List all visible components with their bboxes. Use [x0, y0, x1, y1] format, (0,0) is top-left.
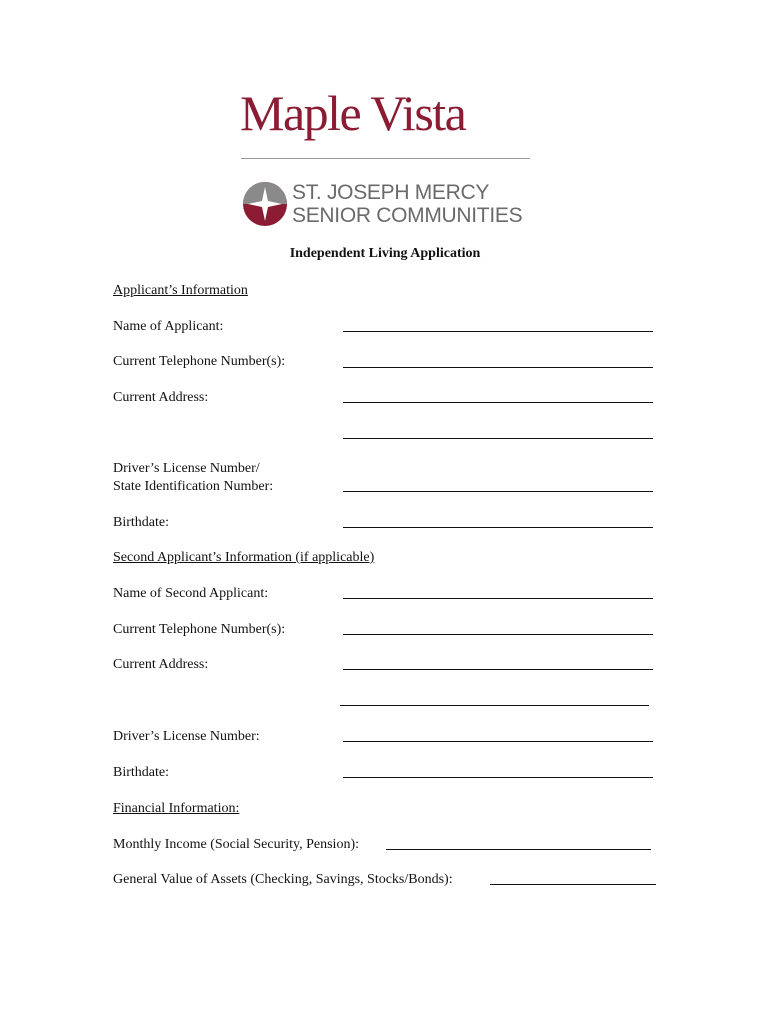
logo-maple-vista: Maple Vista: [240, 85, 466, 141]
label-second-license: Driver’s License Number:: [113, 729, 260, 744]
field-second-birthdate[interactable]: [343, 777, 653, 778]
section-heading-financial: Financial Information:: [113, 801, 240, 816]
label-applicant-address: Current Address:: [113, 390, 209, 405]
field-second-phone[interactable]: [343, 634, 653, 635]
label-applicant-license-1: Driver’s License Number/: [113, 461, 260, 476]
field-applicant-name[interactable]: [343, 331, 653, 332]
label-applicant-name: Name of Applicant:: [113, 319, 224, 334]
form-title: Independent Living Application: [289, 246, 481, 261]
field-second-license[interactable]: [343, 741, 653, 742]
label-applicant-phone: Current Telephone Number(s):: [113, 354, 286, 369]
field-monthly-income[interactable]: [386, 849, 651, 850]
section-heading-applicant: Applicant’s Information: [113, 283, 248, 298]
field-applicant-birthdate[interactable]: [343, 527, 653, 528]
label-second-phone: Current Telephone Number(s):: [113, 622, 286, 637]
label-applicant-license-2: State Identification Number:: [113, 479, 274, 494]
label-second-birthdate: Birthdate:: [113, 765, 169, 780]
field-applicant-license[interactable]: [343, 491, 653, 492]
field-applicant-phone[interactable]: [343, 367, 653, 368]
label-second-name: Name of Second Applicant:: [113, 586, 269, 601]
logo-line-2: SENIOR COMMUNITIES: [292, 204, 523, 227]
label-monthly-income: Monthly Income (Social Security, Pension):: [113, 837, 359, 852]
logo-line-1: ST. JOSEPH MERCY: [292, 181, 490, 204]
field-applicant-address-2[interactable]: [343, 438, 653, 439]
label-applicant-birthdate: Birthdate:: [113, 515, 169, 530]
field-applicant-address-1[interactable]: [343, 402, 653, 403]
field-second-name[interactable]: [343, 598, 653, 599]
field-second-address-2[interactable]: [340, 705, 649, 706]
section-heading-second-applicant: Second Applicant’s Information (if applicable): [113, 550, 375, 565]
logo-divider: [241, 158, 530, 159]
label-second-address: Current Address:: [113, 657, 209, 672]
label-asset-value: General Value of Assets (Checking, Savings, Stocks/Bonds):: [113, 872, 453, 887]
cross-emblem-icon: [242, 181, 288, 227]
field-second-address-1[interactable]: [343, 669, 653, 670]
field-asset-value[interactable]: [490, 884, 656, 885]
